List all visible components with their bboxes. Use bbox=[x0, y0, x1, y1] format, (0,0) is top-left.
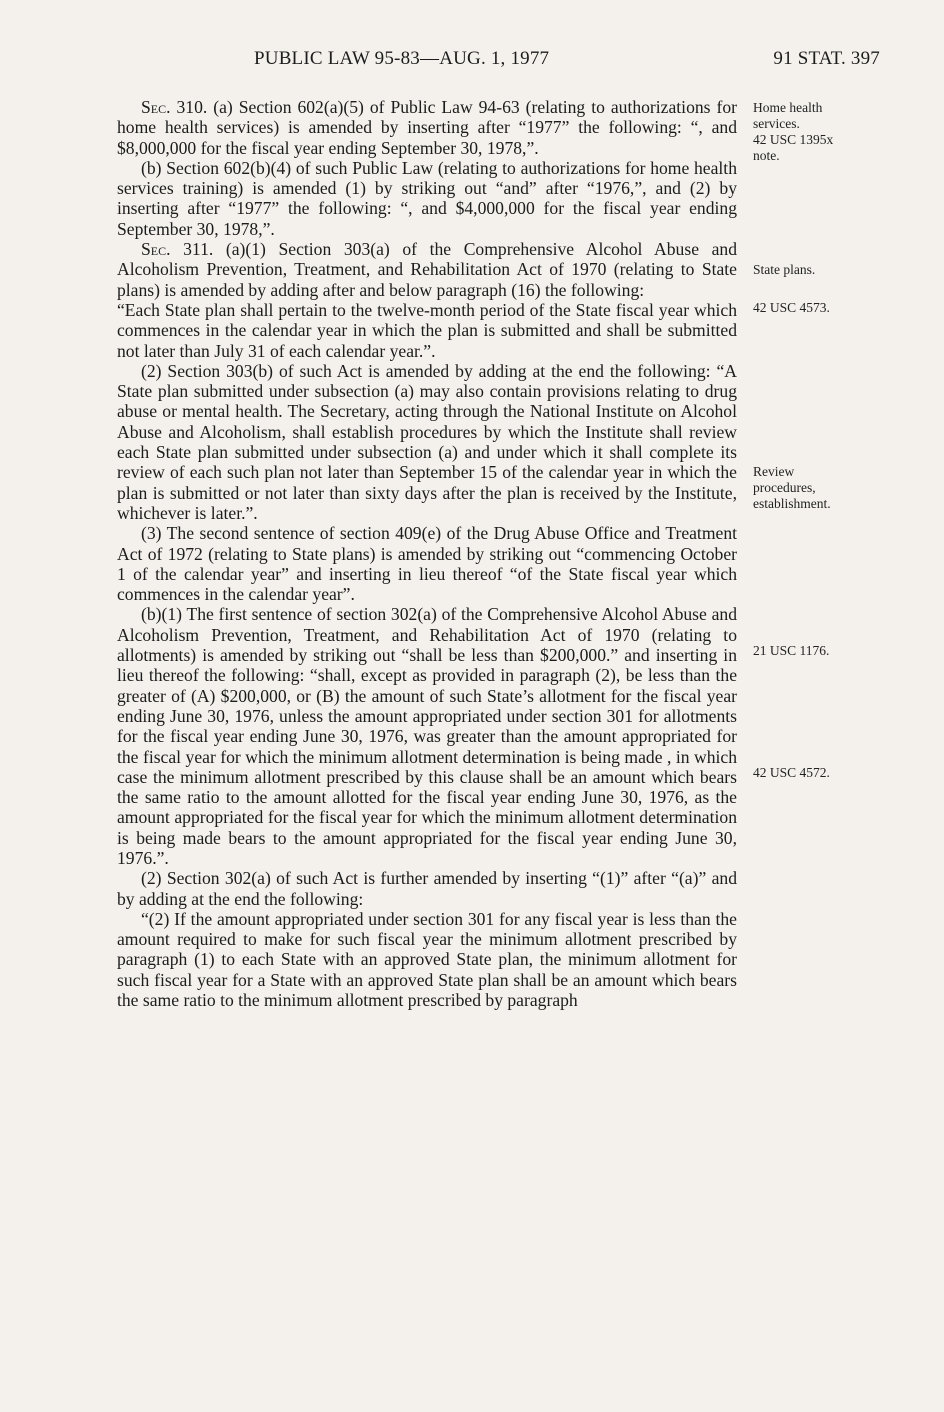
law-text-body bbox=[117, 97, 737, 1010]
margin-line: establishment. bbox=[753, 496, 831, 511]
section-lead: Sec. bbox=[141, 239, 171, 260]
margin-line: 42 USC 4573. bbox=[753, 300, 830, 315]
margin-line: Review bbox=[753, 464, 795, 479]
page-header bbox=[120, 48, 880, 72]
margin-note-42-usc-4573 bbox=[753, 300, 873, 316]
paragraph-text: 311. (a)(1) Section 303(a) of the Comprehensive Alcohol Abuse and Alcoholism Prevention, Treatment, and Rehabilitation Act of 1970 (relating to State plans) is amended by adding after and below paragraph (16) the following: bbox=[117, 239, 737, 300]
margin-note-42-usc-4572 bbox=[753, 765, 873, 781]
paragraph-310-b: (b) Section 602(b)(4) of such Public Law (relating to authorizations for home health services training) is amended (1) by striking out “and” after “1976,”, and (2) by inserting after “1977” the following: “, and $4,000,000 for the fiscal year ending September 30, 1978,”. bbox=[117, 157, 737, 239]
margin-note-21-usc-1176 bbox=[753, 643, 873, 659]
margin-line: 42 USC 4572. bbox=[753, 765, 830, 780]
margin-line: Home health bbox=[753, 100, 823, 115]
margin-line: 42 USC 1395x bbox=[753, 132, 834, 147]
paragraph-text: 310. (a) Section 602(a)(5) of Public Law 94-63 (relating to authorizations for home health services) is amended by inserting after “1977” the following: “, and $8,000,000 for the fiscal year ending September 30, 1978,”. bbox=[117, 97, 737, 158]
margin-line: procedures, bbox=[753, 480, 816, 495]
margin-note-review-procedures bbox=[753, 464, 873, 512]
paragraph-sec-311 bbox=[117, 239, 737, 300]
margin-line: services. bbox=[753, 116, 800, 131]
section-lead: Sec. bbox=[141, 97, 171, 117]
statute-page-number: 91 STAT. 397 bbox=[773, 48, 880, 69]
paragraph-sec-310 bbox=[117, 97, 737, 158]
paragraph-311-b-2: (2) Section 302(a) of such Act is further amended by inserting “(1)” after “(a)” and by adding at the end the following: bbox=[117, 868, 737, 909]
margin-line: note. bbox=[753, 148, 780, 163]
margin-line: 21 USC 1176. bbox=[753, 643, 830, 658]
paragraph-311-b-1: (b)(1) The first sentence of section 302(a) of the Comprehensive Alcohol Abuse and Alcoholism Prevention, Treatment, and Rehabilitation Act of 1970 (relating to allotments) is amended by striking out “shall be less than $200,000.” and inserting in lieu thereof the following: “shall, except as provided in paragraph (2), be less than the greater of (A) $200,000, or (B) the amount of such State’s allotment for the fiscal year ending June 30, 1976, unless the amount appropriated under section 301 for allotments for the fiscal year ending June 30, 1976, was greater than the amount appropriated for the fiscal year for which the minimum allotment determination is being made , in which case the minimum allotment prescribed by this clause shall be an amount which bears the same ratio to the amount allotted for the fiscal year ending June 30, 1976, as the amount appropriated for the fiscal year for which the minimum allotment determination is being made bears to the amount appropriated for the fiscal year ending June 30, 1976.”. bbox=[117, 604, 737, 868]
margin-note-state-plans bbox=[753, 262, 873, 278]
paragraph-quoted-2: “(2) If the amount appropriated under section 301 for any fiscal year is less than the amount required to make for such fiscal year the minimum allotment prescribed by paragraph (1) to each State with an approved State plan, the minimum allotment for such fiscal year for a State with an approved State plan shall be an amount which bears the same ratio to the minimum allotment prescribed by paragraph bbox=[117, 908, 737, 1011]
running-head: PUBLIC LAW 95-83—AUG. 1, 1977 bbox=[254, 48, 550, 69]
quoted-insert-state-plan: “Each State plan shall pertain to the twelve-month period of the State fiscal year which commences in the calendar year in which the plan is submitted and shall be submitted not later than July 31 of each calendar year.”. bbox=[117, 299, 737, 361]
paragraph-311-a-2: (2) Section 303(b) of such Act is amended by adding at the end the following: “A State plan submitted under subsection (a) may also contain provisions relating to drug abuse or mental health. The Secretary, acting through the National Institute on Alcohol Abuse and Alcoholism, shall establish procedures by which the Institute shall review each State plan submitted under subsection (a) and under which it shall complete its review of each such plan not later than September 15 of the calendar year in which the plan is submitted or not later than sixty days after the plan is received by the Institute, whichever is later.”. bbox=[117, 360, 737, 523]
paragraph-311-a-3: (3) The second sentence of section 409(e) of the Drug Abuse Office and Treatment Act of 1972 (relating to State plans) is amended by striking out “commencing October 1 of the calendar year” and inserting in lieu thereof “of the State fiscal year which commences in the calendar year”. bbox=[117, 523, 737, 605]
margin-line: State plans. bbox=[753, 262, 816, 277]
margin-note-home-health bbox=[753, 100, 873, 164]
